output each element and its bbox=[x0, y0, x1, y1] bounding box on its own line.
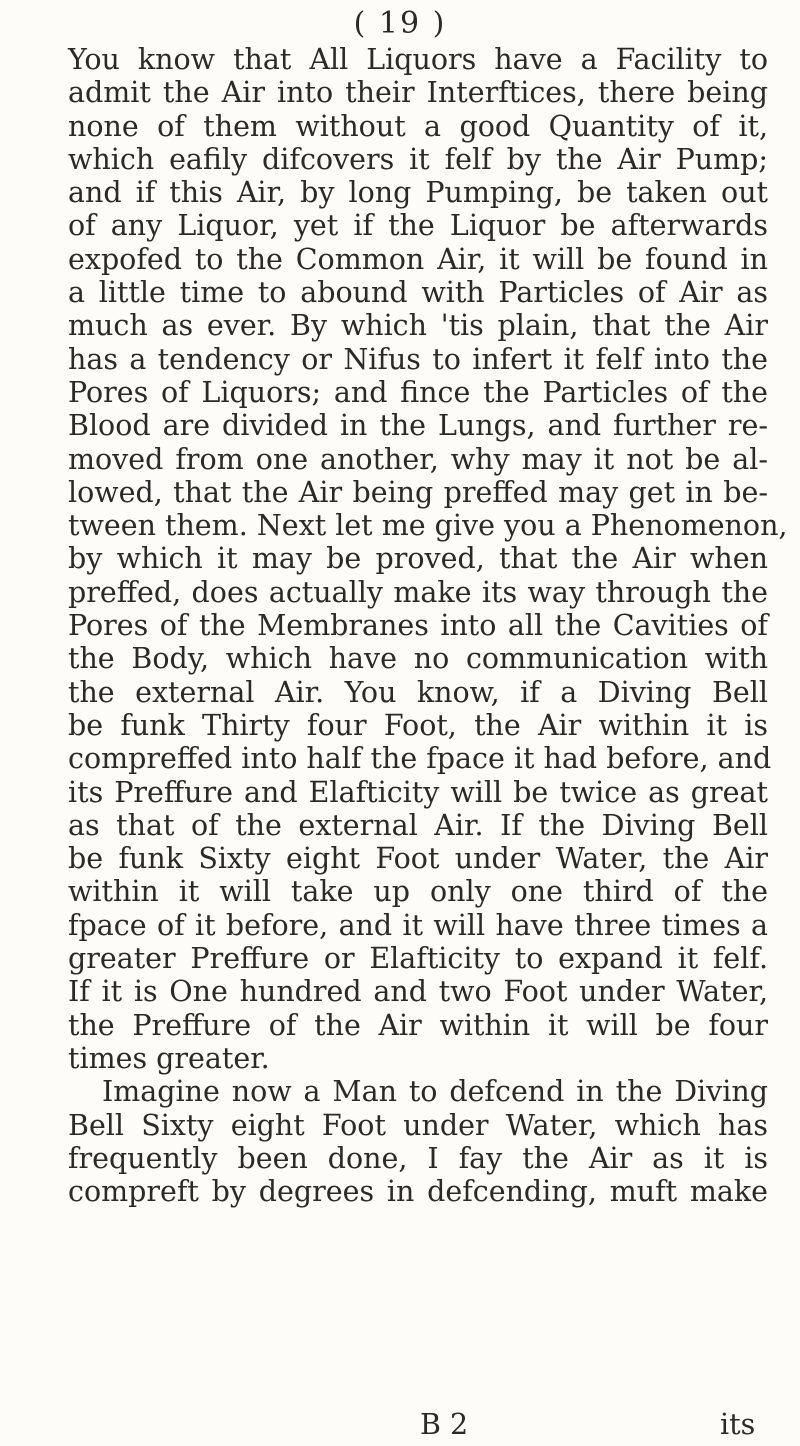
text-line: of any Liquor, yet if the Liquor be afterwards bbox=[68, 209, 768, 243]
text-line: its Preffure and Elafticity will be twice as great bbox=[68, 775, 768, 809]
text-line: fpace of it before, and it will have three times a bbox=[68, 908, 768, 942]
text-line: the Body, which have no communication with bbox=[68, 642, 768, 676]
text-line: tween them. Next let me give you a Phenomenon, bbox=[68, 509, 788, 543]
text-line: none of them without a good Quantity of it, bbox=[68, 109, 768, 143]
body-text bbox=[68, 43, 788, 1209]
text-line: the external Air. You know, if a Diving Bell bbox=[68, 675, 768, 709]
text-line: preffed, does actually make its way through the bbox=[68, 575, 768, 609]
text-line: lowed, that the Air being preffed may get in be- bbox=[68, 475, 768, 509]
text-line: You know that All Liquors have a Facility to bbox=[68, 43, 768, 76]
text-line: the Preffure of the Air within it will be four bbox=[68, 1008, 768, 1042]
text-line: admit the Air into their Interftices, there being bbox=[68, 76, 768, 110]
text-line: be funk Thirty four Foot, the Air within it is bbox=[68, 708, 768, 742]
text-line: If it is One hundred and two Foot under Water, bbox=[68, 975, 768, 1009]
text-line: Bell Sixty eight Foot under Water, which has bbox=[68, 1108, 768, 1142]
catchword: its bbox=[720, 1408, 756, 1441]
signature-mark: B 2 bbox=[420, 1408, 469, 1441]
text-line: as that of the external Air. If the Diving Bell bbox=[68, 808, 768, 842]
text-line: which eafily difcovers it felf by the Air Pump; bbox=[68, 142, 768, 176]
text-line: has a tendency or Nifus to infert it felf into the bbox=[68, 342, 768, 376]
text-line: compreft by degrees in defcending, muft make bbox=[68, 1175, 768, 1209]
page-number: ( 19 ) bbox=[353, 6, 447, 41]
text-line: by which it may be proved, that the Air when bbox=[68, 542, 768, 576]
text-line-paragraph-end: times greater. bbox=[68, 1041, 270, 1075]
text-line: frequently been done, I fay the Air as it is bbox=[68, 1141, 768, 1175]
text-line: compreffed into half the fpace it had before, and bbox=[68, 742, 772, 776]
text-line: moved from one another, why may it not be al- bbox=[68, 442, 768, 476]
text-line: Blood are divided in the Lungs, and further re- bbox=[68, 409, 768, 443]
text-line: Pores of the Membranes into all the Cavities of bbox=[68, 609, 768, 643]
text-line: Pores of Liquors; and fince the Particles of the bbox=[68, 375, 768, 409]
text-line: be funk Sixty eight Foot under Water, the Air bbox=[68, 842, 768, 876]
text-line: a little time to abound with Particles of Air as bbox=[68, 276, 768, 310]
text-line: much as ever. By which 'tis plain, that the Air bbox=[68, 309, 768, 343]
text-line: greater Preffure or Elafticity to expand it felf. bbox=[68, 942, 768, 976]
text-line-paragraph-start: Imagine now a Man to defcend in the Diving bbox=[102, 1075, 768, 1109]
text-line: expofed to the Common Air, it will be found in bbox=[68, 242, 768, 276]
text-line: within it will take up only one third of the bbox=[68, 875, 768, 909]
page-footer bbox=[0, 1407, 800, 1443]
text-line: and if this Air, by long Pumping, be taken out bbox=[68, 176, 768, 210]
